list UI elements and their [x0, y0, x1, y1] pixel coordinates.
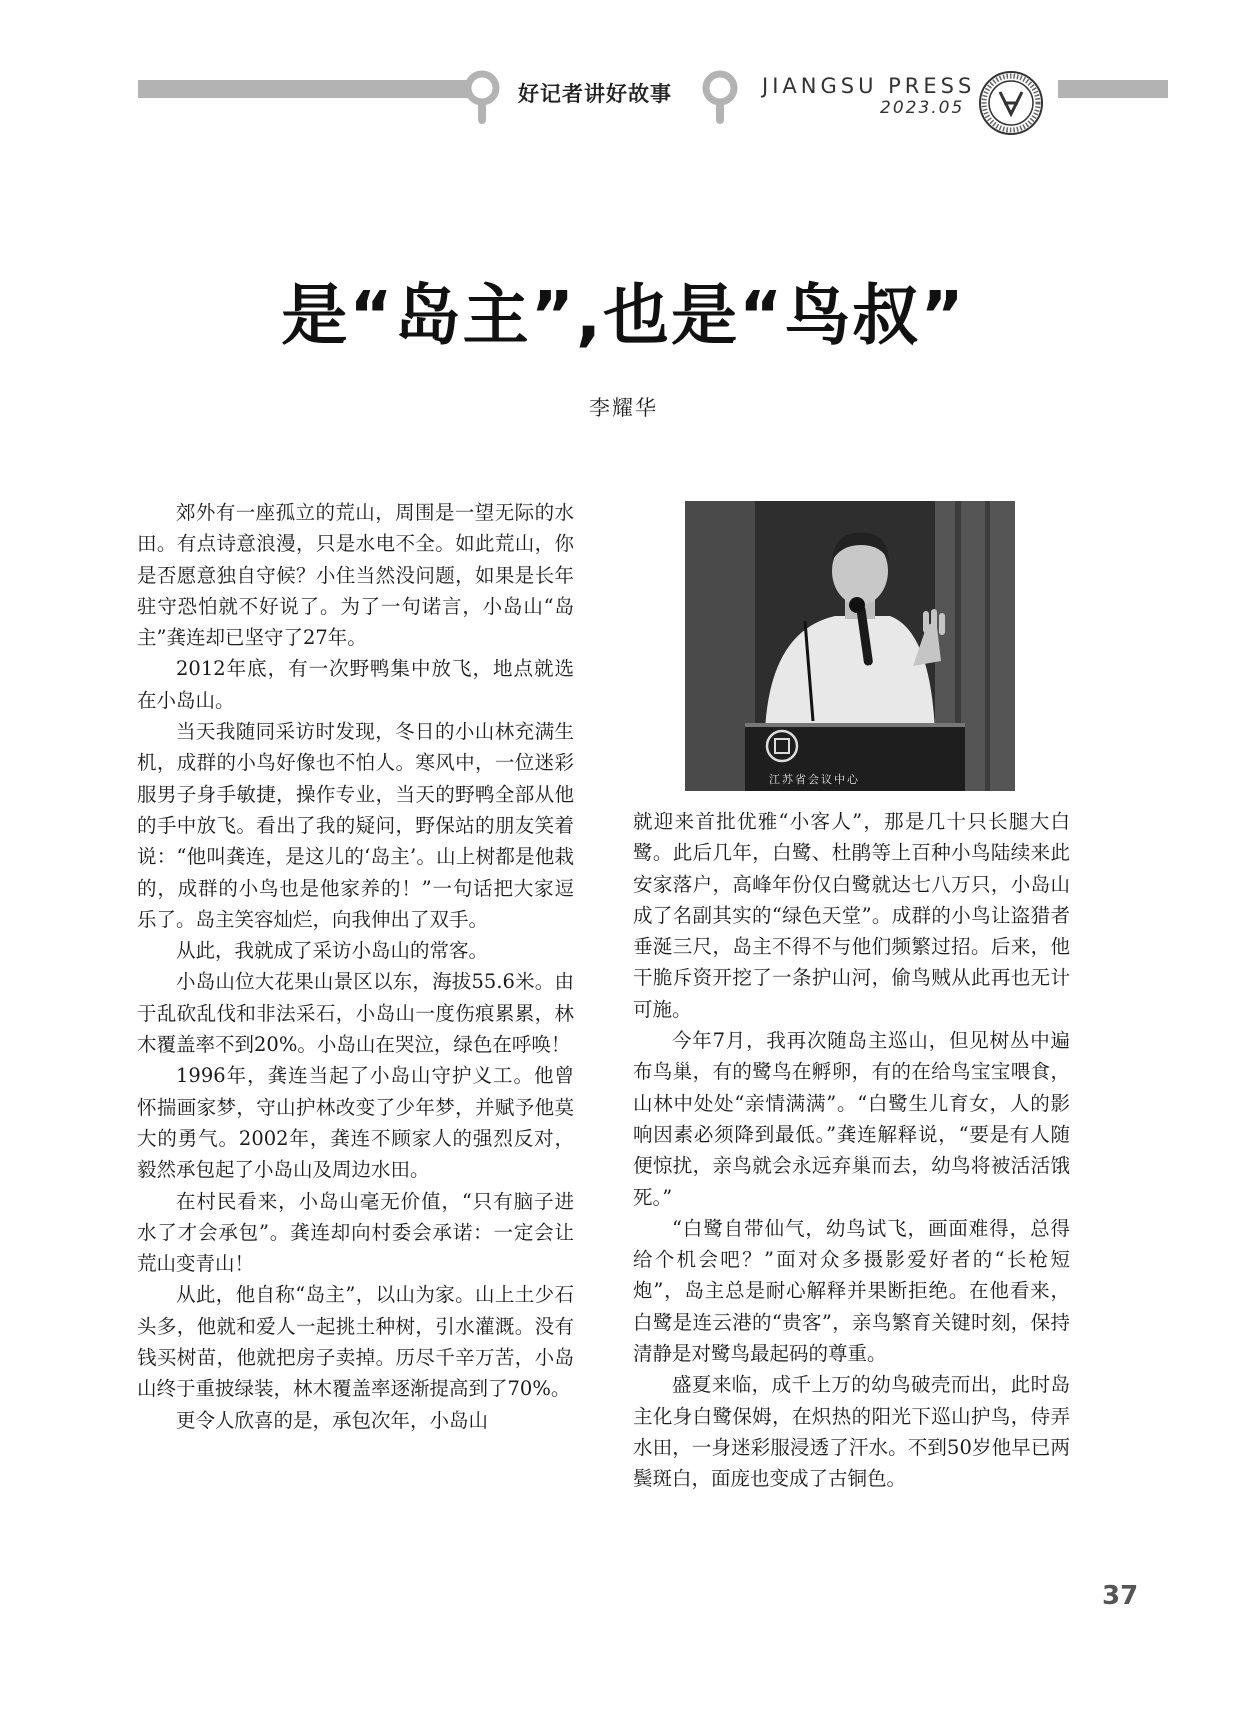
column-label: 好记者讲好故事	[518, 82, 672, 106]
paragraph: 盛夏来临，成千上万的幼鸟破壳而出，此时岛主化身白鹭保姆，在炽热的阳光下巡山护鸟，侍弄水田，一身迷彩服浸透了汗水。不到50岁他早已两鬓斑白，面庞也变成了古铜色。	[633, 1373, 1070, 1491]
header-rule-left	[138, 80, 468, 98]
page-number: 37	[1102, 1581, 1139, 1611]
article-author: 李耀华	[589, 396, 658, 420]
paragraph: 就迎来首批优雅“小客人”，那是几十只长腿大白鹭。此后几年，白鹭、杜鹃等上百种小鸟陆续来此安家落户，高峰年份仅白鹭就达七八万只，小岛山成了名副其实的“绿色天堂”。成群的小鸟让盗猎者垂涎三尺，岛主不得不与他们频繁过招。后来，他干脆斥资开挖了一条护山河，偷鸟贼从此再也无计可施。	[633, 810, 1070, 1021]
paragraph: 小岛山位大花果山景区以东，海拔55.6米。由于乱砍乱伐和非法采石，小岛山一度伤痕累累，林木覆盖率不到20%。小岛山在哭泣，绿色在呼唤！	[137, 970, 574, 1057]
body-column-left	[137, 497, 574, 1436]
press-name: JIANGSU PRESS	[762, 74, 976, 98]
paragraph: 在村民看来，小岛山毫无价值，“只有脑子进水了才会承包”。龚连却向村委会承诺：一定会让荒山变青山！	[137, 1189, 574, 1276]
paragraph: 今年7月，我再次随岛主巡山，但见树丛中遍布鸟巢，有的鹭鸟在孵卵，有的在给鸟宝宝喂食，山林中处处“亲情满满”。“白鹭生儿育女，人的影响因素必须降到最低。”龚连解释说，“要是有人随便惊扰，亲鸟就会永远弃巢而去，幼鸟将被活活饿死。”	[633, 1029, 1070, 1209]
paragraph: 1996年，龚连当起了小岛山守护义工。他曾怀揣画家梦，守山护林改变了少年梦，并赋予他莫大的勇气。2002年，龚连不顾家人的强烈反对，毅然承包起了小岛山及周边水田。	[137, 1064, 574, 1182]
pin-icon	[700, 70, 740, 126]
paragraph: 当天我随同采访时发现，冬日的小山林充满生机，成群的小鸟好像也不怕人。寒风中，一位迷彩服男子身手敏捷，操作专业，当天的野鸭全部从他的手中放飞。看出了我的疑问，野保站的朋友笑着说：“他叫龚连，是这儿的‘岛主’。山上树都是他栽的，成群的小鸟也是他家养的！”一句话把大家逗乐了。岛主笑容灿烂，向我伸出了双手。	[137, 720, 574, 931]
paragraph: 更令人欣喜的是，承包次年，小岛山	[176, 1408, 489, 1432]
paragraph: “白鹭自带仙气，幼鸟试飞，画面难得，总得给个机会吧？”面对众多摄影爱好者的“长枪短炮”，岛主总是耐心解释并果断拒绝。在他看来，白鹭是连云港的“贵客”，亲鸟繁育关键时刻，保持清静是对鹭鸟最起码的尊重。	[633, 1216, 1070, 1366]
speaker-at-podium-photo	[685, 501, 1015, 791]
issue-date: 2023.05	[880, 98, 965, 118]
paragraph: 从此，他自称“岛主”，以山为家。山上土少石头多，他就和爱人一起挑土种树，引水灌溉。没有钱买树苗，他就把房子卖掉。历尽千辛万苦，小岛山终于重披绿装，林木覆盖率逐渐提高到了70%。	[137, 1283, 574, 1401]
speaker-photo	[685, 501, 1015, 791]
article-title: 是“岛主”,也是“鸟叔”	[281, 277, 966, 354]
body-column-right	[633, 806, 1070, 1495]
paragraph: 2012年底，有一次野鸭集中放飞，地点就选在小岛山。	[137, 657, 574, 712]
pin-icon	[462, 70, 502, 126]
paragraph: 郊外有一座孤立的荒山，周围是一望无际的水田。有点诗意浪漫，只是水电不全。如此荒山，你是否愿意独自守候？小住当然没问题，如果是长年驻守恐怕就不好说了。为了一句诺言，小岛山“岛主”龚连却已坚守了27年。	[137, 501, 574, 650]
podium-text: 江苏省会议中心	[769, 773, 860, 786]
jiangsu-press-seal-icon	[978, 70, 1044, 136]
header-rule-right	[1058, 80, 1168, 98]
paragraph: 从此，我就成了采访小岛山的常客。	[176, 939, 489, 963]
